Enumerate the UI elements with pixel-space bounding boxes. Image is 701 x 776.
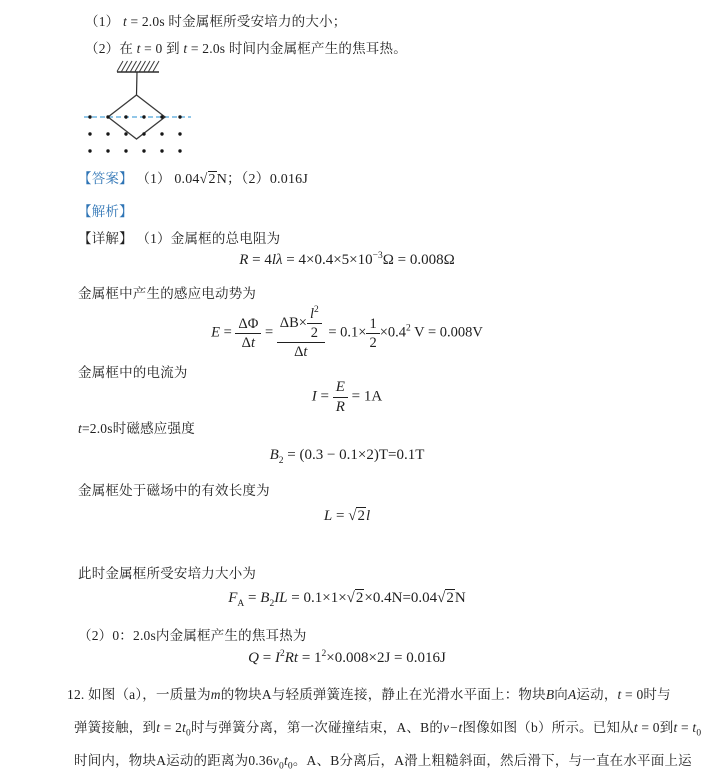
formula-var: I [311,388,317,405]
para-effective-length: 金属框处于磁场中的有效长度为 [78,483,270,498]
subscript: 2 [269,599,275,609]
exponent: 2 [321,649,327,659]
question-part1-line [85,10,346,30]
formula-length: L = √2l [323,508,371,524]
sqrt-radicand: 2 [446,590,454,606]
formula-var: R [239,252,249,268]
formula-var: E [211,324,220,341]
formula-var: F [228,590,238,606]
part1-number: （1） [85,14,120,29]
detail-label: 【详解】 [78,231,133,246]
sqrt-radical [200,172,217,188]
math-value: = 0 [140,41,163,56]
sqrt-radicand: 2 [208,172,216,187]
answer-part1-number: （1） [136,171,171,186]
answer-line [78,167,308,188]
answer-value1: 0.04 [174,172,200,187]
para-current: 金属框中的电流为 [78,365,188,380]
fraction-l2-over-2: $\frac{l^2}{2}$ [307,305,322,342]
detail-line [78,227,280,247]
math-var-t: t [283,753,288,768]
math-value: = 2.0s [126,14,165,29]
detail-text: （1）金属框的总电阻为 [136,231,281,246]
math-var-A: A [567,687,577,702]
math-var-t: t [136,41,141,56]
formula-var: L [323,508,333,524]
formula-resistance: $R = 4l\lambda = 4\times 0.4\times 5\times 10^{-3}\Omega = 0.008\Omega$ [239,251,455,268]
subscript: A [237,599,245,609]
math-var-t: t [633,720,638,735]
para-joule-heat: （2）0：2.0s内金属框产生的焦耳热为 [78,628,307,643]
formula-current: I = $\frac{E}{R}$ = 1A [311,379,383,415]
math-var-m: m [210,687,221,702]
sqrt-radical [347,590,365,607]
subscript: 0 [279,761,284,772]
pendulum-frame-figure [80,54,200,158]
sqrt-radical [437,590,455,607]
math-var-B: B [545,687,555,702]
math-var-t: t [78,421,82,436]
fraction-db-dt: ΔB× $\frac{l^2}{2}$ Δt [277,305,325,361]
formula-emf: E = $\frac{\Delta\Phi}{\Delta t}$ = ΔB× $\frac{l^2}{2}$ Δt = 0.1× $\frac{1}{2}$ $\times 0.4^2$ V = 0.008V [211,305,483,361]
formula-ampere-force: $F_A = B_2IL = 0.1\times 1\times√2\times 0.4N=0.04√2N$ [228,590,466,609]
answer-label: 【答案】 [78,171,133,186]
analysis-line [78,200,133,220]
part2-text: 时间内金属框产生的焦耳热。 [228,41,407,56]
sqrt-radicand: 2 [357,508,365,524]
fraction-dphi-dt: $\frac{\Delta\Phi}{\Delta t}$ [235,315,261,352]
sqrt-radicand: 2 [355,590,364,606]
math-var-t: t [122,14,127,29]
formula-joule-heat: $Q = I^2Rt = 1^2\times 0.008\times 2J = 0.016J$ [248,649,446,666]
math-var-t: t [673,720,678,735]
para-emf: 金属框中产生的感应电动势为 [78,286,257,301]
ceiling-hatch [117,61,159,72]
formula-b2: $B_2 = (0.3 - 0.1\times 2)T=0.1T$ [269,447,425,466]
subscript: 0 [287,761,293,772]
part2-mid-text: 到 [166,41,180,56]
exponent: −3 [372,251,383,261]
answer-value2: N；（2）0.016J [216,172,308,187]
fraction-e-over-r: $\frac{E}{R}$ [333,378,348,417]
q12-line-1: 12. 如图（a），一质量为m的物块A与轻质弹簧连接，静止在光滑水平面上：物块B向A运动，t = 0时与 [67,687,671,702]
q12-line-3: 时间内，物块A运动的距离为$0.36v_0t_0$。A、B分离后，A滑上粗糙斜面，然后滑下，与一直在水平面上运 [74,753,692,772]
sqrt-symbol: √ [437,590,446,606]
pendulum-string [137,72,138,95]
analysis-label: 【解析】 [78,204,133,219]
math-var-t: t [692,720,697,735]
subscript: 0 [696,728,701,739]
para-ampere-force: 此时金属框所受安培力大小为 [78,566,257,581]
sqrt-symbol: √ [346,590,355,606]
exponent: 2 [313,305,319,316]
sqrt-symbol: √ [348,508,357,524]
math-var-t: t [182,720,187,735]
math-v-t-graph: v−t [443,720,463,735]
math-value: = 2.0s [187,41,226,56]
math-var-t: t [617,687,622,702]
exponent: 2 [279,649,285,659]
q12-line-2: 弹簧接触，到$t = 2t_0$时与弹簧分离，第一次碰撞结束，A、B的v−t图像如图（b）所示。已知从t = 0到$t = t_0$ [74,720,701,739]
math-var-v: v [272,753,279,768]
sqrt-radical [348,508,366,525]
fraction-one-half: $\frac{1}{2}$ [366,315,379,352]
field-dots-group [88,115,181,152]
subscript: 0 [186,728,191,739]
part1-text: 时金属框所受安培力的大小； [168,14,347,29]
math-var-t: t [156,720,161,735]
subscript: 2 [278,456,284,466]
part2-number: （2）在 [85,41,134,56]
exponent: 2 [406,323,411,334]
para-b-field: t=2.0s时磁感应强度 [78,421,195,436]
math-var-t: t [183,41,188,56]
formula-var: B [269,447,279,463]
sqrt-symbol: √ [199,172,208,187]
formula-var: Q [248,650,259,666]
